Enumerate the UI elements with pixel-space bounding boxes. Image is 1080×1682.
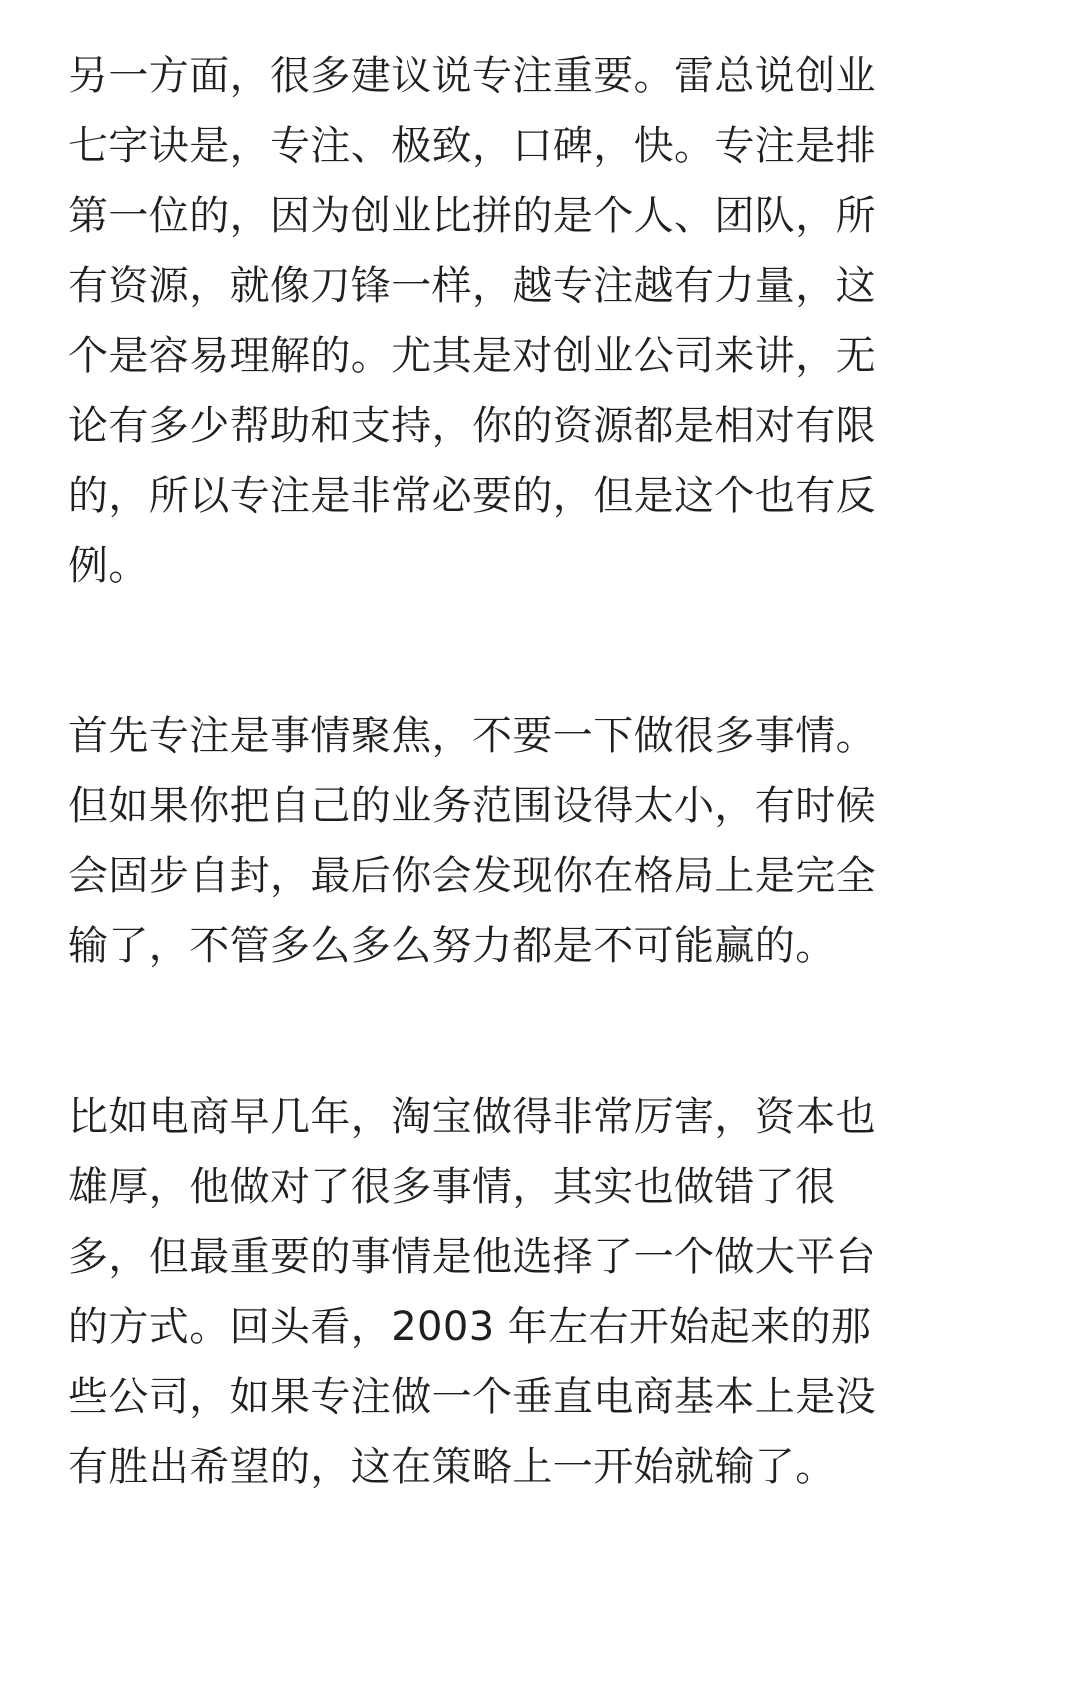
text-line: 第一位的，因为创业比拼的是个人、团队，所 bbox=[68, 193, 876, 239]
text-line: 有资源，就像刀锋一样，越专注越有力量，这 bbox=[68, 263, 876, 309]
text-line: 的方式。回头看，2003 年左右开始起来的那 bbox=[68, 1304, 872, 1350]
text-line: 七字诀是，专注、极致，口碑，快。专注是排 bbox=[68, 123, 876, 169]
text-line: 论有多少帮助和支持，你的资源都是相对有限 bbox=[68, 403, 876, 449]
text-line: 的，所以专注是非常必要的，但是这个也有反 bbox=[68, 473, 876, 519]
text-line: 多，但最重要的事情是他选择了一个做大平台 bbox=[68, 1234, 876, 1280]
text-line: 个是容易理解的。尤其是对创业公司来讲，无 bbox=[68, 333, 876, 379]
text-line: 比如电商早几年，淘宝做得非常厉害，资本也 bbox=[68, 1094, 876, 1140]
text-line: 些公司，如果专注做一个垂直电商基本上是没 bbox=[68, 1374, 876, 1420]
text-line: 会固步自封，最后你会发现你在格局上是完全 bbox=[68, 853, 876, 899]
text-line: 有胜出希望的，这在策略上一开始就输了。 bbox=[68, 1444, 836, 1490]
text-line: 首先专注是事情聚焦，不要一下做很多事情。 bbox=[68, 713, 876, 759]
text-line: 例。 bbox=[68, 543, 149, 589]
text-line: 但如果你把自己的业务范围设得太小，有时候 bbox=[68, 783, 876, 829]
text-line: 雄厚，他做对了很多事情，其实也做错了很 bbox=[68, 1164, 836, 1210]
text-line: 另一方面，很多建议说专注重要。雷总说创业 bbox=[68, 53, 876, 99]
text-line: 输了，不管多么多么努力都是不可能赢的。 bbox=[68, 923, 836, 969]
